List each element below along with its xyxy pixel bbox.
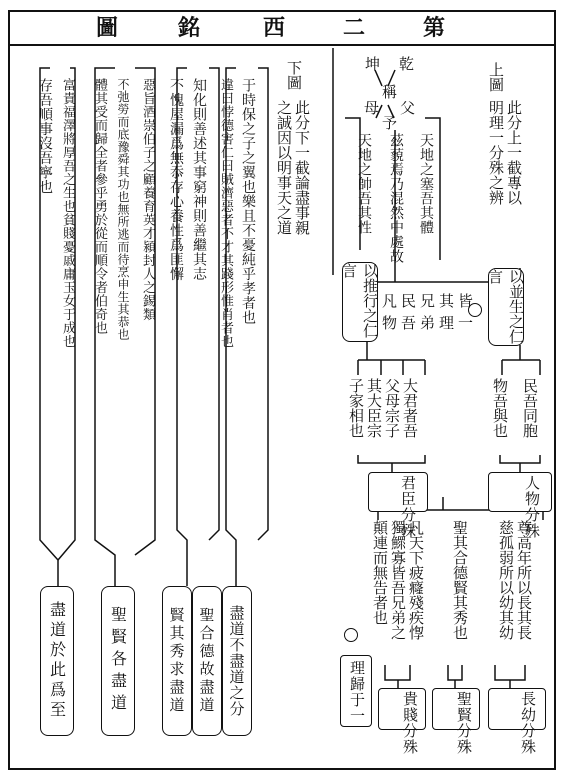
jun-col-2: 父母宗子 (383, 378, 401, 438)
min-wu-col-2: 物吾與也 (491, 378, 509, 438)
mother-label: 母 (362, 100, 380, 116)
circle-marker-2 (344, 628, 358, 642)
upper-desc (488, 100, 522, 205)
father-label: 父 (398, 100, 416, 116)
yu-label: 予 (380, 115, 398, 131)
fan-col-1: 凡天下疲癃殘疾惸 (407, 520, 425, 640)
lower-col-2: 違曰悖德害仁曰賊濟惡者不才其踐形惟肖者也 (218, 78, 233, 348)
lower-col-4: 不愧屋漏爲無忝存心養性爲匪懈 (168, 78, 184, 281)
title-char-5: 圖 (96, 15, 119, 41)
lower-desc-line-1: 此分下一截論盡事親 (293, 100, 311, 235)
box-qi-xiu: 賢其秀求盡道 (162, 586, 192, 736)
min-wu-col-1: 民吾同胞 (521, 378, 539, 438)
title-char-1: 第 (423, 15, 446, 41)
guijian-text: 貴賤分殊 (401, 691, 419, 755)
jun-col-4: 子家相也 (347, 378, 365, 438)
elders-cols (498, 520, 532, 640)
jun-col-3: 其大臣宗 (365, 378, 383, 438)
box-junchen (368, 472, 428, 539)
earth-label: 坤 (363, 56, 381, 72)
col-middle: 茲藐焉乃混然中處故 (388, 133, 404, 264)
heaven-label: 乾 (397, 56, 415, 72)
elders-col-2: 慈孤弱所以幼其幼 (497, 520, 515, 640)
lower-desc-line-2: 之誠因以明事天之道 (275, 100, 293, 235)
junchen-text: 君臣分殊 (399, 475, 417, 539)
upper-label (488, 62, 504, 92)
box-shengxian (432, 688, 480, 755)
box-bingsheng: 以並生之仁言 (486, 269, 525, 344)
lower-col-8: 富貴福澤將厚吾之生也貧賤憂戚庸玉女于成也 (60, 78, 75, 348)
fan-cols (372, 520, 424, 640)
changyou-text: 長幼分殊 (519, 691, 537, 755)
fanmin-row-1: 凡民兄其皆 (382, 292, 478, 310)
elders-col-1: 尊高年所以長其長 (515, 520, 533, 640)
fan-col-3: 顛連而無告者也 (371, 520, 389, 625)
sages-col-1: 聖其合德賢其秀也 (451, 520, 469, 640)
box-shengxian-jin: 聖賢各盡道 (101, 586, 135, 736)
upper-label-text: 上圖 (487, 62, 505, 92)
title-char-4: 銘 (178, 15, 201, 41)
col-nature: 天地之帥吾其性 (356, 133, 372, 235)
lower-label-text: 下圖 (285, 60, 303, 90)
fanmin-row-2: 物吾弟理一 (382, 314, 478, 332)
min-wu-cols (492, 378, 538, 438)
box-changyou (488, 688, 546, 755)
title-char-2: 二 (343, 15, 366, 41)
cheng-label: 稱 (380, 84, 398, 100)
upper-desc-line-1: 此分上一截專以 (505, 100, 523, 205)
upper-desc-line-2: 明理一分殊之辨 (487, 100, 505, 205)
title-char-3: 西 (263, 15, 286, 41)
box-zhi: 盡道於此爲至 (40, 586, 74, 736)
lower-col-1: 于時保之子之翼也樂且不憂純乎孝者也 (240, 78, 256, 325)
lower-col-7: 體其受而歸全者參乎勇於從而順令者伯奇也 (92, 78, 107, 335)
col-body: 天地之塞吾其體 (418, 133, 434, 235)
lower-col-9: 存吾順事沒吾寧也 (37, 78, 53, 194)
sages-cols (452, 520, 468, 640)
box-tuixing: 以推行之仁言 (342, 262, 378, 342)
lower-col-6: 不弛勞而底豫舜其功也無所逃而待烹申生其恭也 (116, 78, 130, 341)
box-liyi (340, 655, 372, 727)
jun-col-1: 大君者吾 (401, 378, 419, 438)
shengxian-text: 聖賢分殊 (455, 691, 473, 755)
lower-desc (276, 100, 310, 235)
lower-col-5: 惡旨酒崇伯子之顧養育英才潁封人之錫類 (140, 78, 155, 321)
renwu-text: 人物分殊 (523, 475, 541, 539)
jun-cols (348, 378, 418, 438)
fan-col-2: 獨鰥寡皆吾兄弟之 (389, 520, 407, 640)
lower-label (286, 60, 302, 90)
box-renwu (488, 472, 552, 539)
lower-col-3: 知化則善述其事窮神則善繼其志 (191, 78, 207, 281)
box-jindao-fen: 盡道不盡道之分 (222, 586, 252, 736)
box-he-de: 聖合德故盡道 (192, 586, 222, 736)
liyi-text: 理歸于一 (348, 660, 366, 724)
box-guijian (378, 688, 426, 755)
